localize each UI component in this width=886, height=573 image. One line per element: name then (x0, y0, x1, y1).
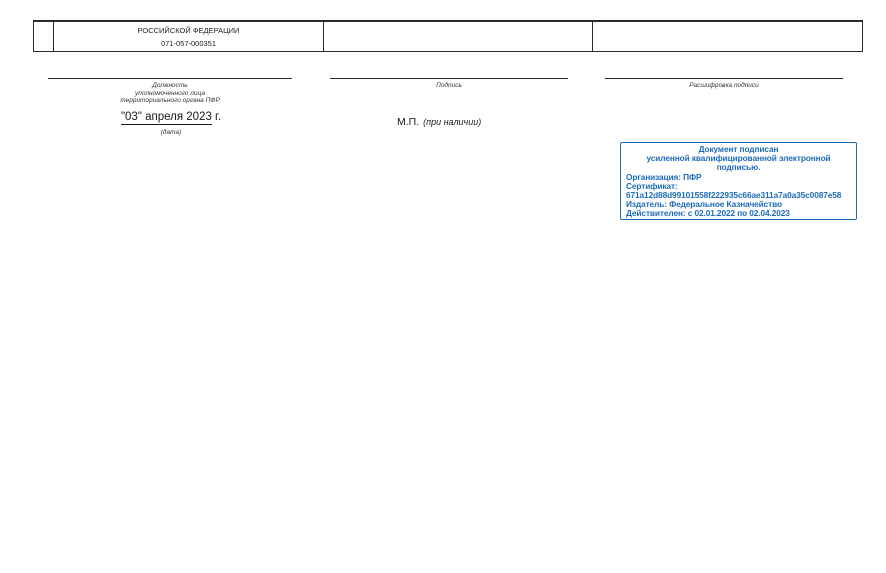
header-table (33, 20, 863, 52)
name-label (605, 82, 843, 90)
position-label-line2: уполномоченного лица (135, 89, 205, 97)
signature-line-name (605, 78, 843, 79)
stamp-issuer: Издатель: Федеральное Казначейство (626, 199, 783, 210)
stamp-title-line1: Документ подписан (698, 144, 779, 154)
seal-note: (при наличии) (423, 117, 482, 127)
stamp-validity: Действителен: с 02.01.2022 по 02.04.2023 (626, 208, 790, 219)
date-line (100, 111, 242, 123)
stamp-certificate-label: Сертификат: (626, 180, 678, 191)
name-label-line1: Расшифровка подписи (689, 82, 759, 89)
registration-number: 071-057-000351 (160, 39, 217, 48)
date-caption: (дата) (160, 129, 182, 136)
table-cell-registration (54, 22, 324, 51)
stamp-organization: Организация: ПФР (626, 171, 702, 182)
registration-title: РОССИЙСКОЙ ФЕДЕРАЦИИ (137, 26, 240, 35)
date-suffix: г. (211, 111, 222, 123)
seal-mark (397, 112, 481, 130)
seal-abbr: М.П. (397, 116, 420, 128)
stamp-title-line3: подписью. (716, 162, 761, 173)
date-value: "03" апреля 2023 (120, 111, 212, 123)
signature-line-sign (330, 78, 568, 79)
sign-label-line1: Подпись (436, 82, 462, 89)
stamp-title-line2: усиленной квалифицированной электронной (646, 153, 831, 164)
position-label-line3: территориального органа ПФР (120, 97, 220, 104)
position-label-line1: Должность (152, 82, 188, 89)
table-cell-empty-middle (324, 22, 593, 51)
table-cell-empty-right (593, 22, 862, 51)
digital-signature-stamp (620, 142, 857, 220)
table-cell-empty-left (34, 22, 54, 51)
stamp-certificate-value: 671a12d88d99101558f222935c66ae311a7a0a35c0087e58 (626, 190, 842, 201)
position-label (48, 82, 292, 105)
sign-label (330, 82, 568, 90)
signature-line-position (48, 78, 292, 79)
